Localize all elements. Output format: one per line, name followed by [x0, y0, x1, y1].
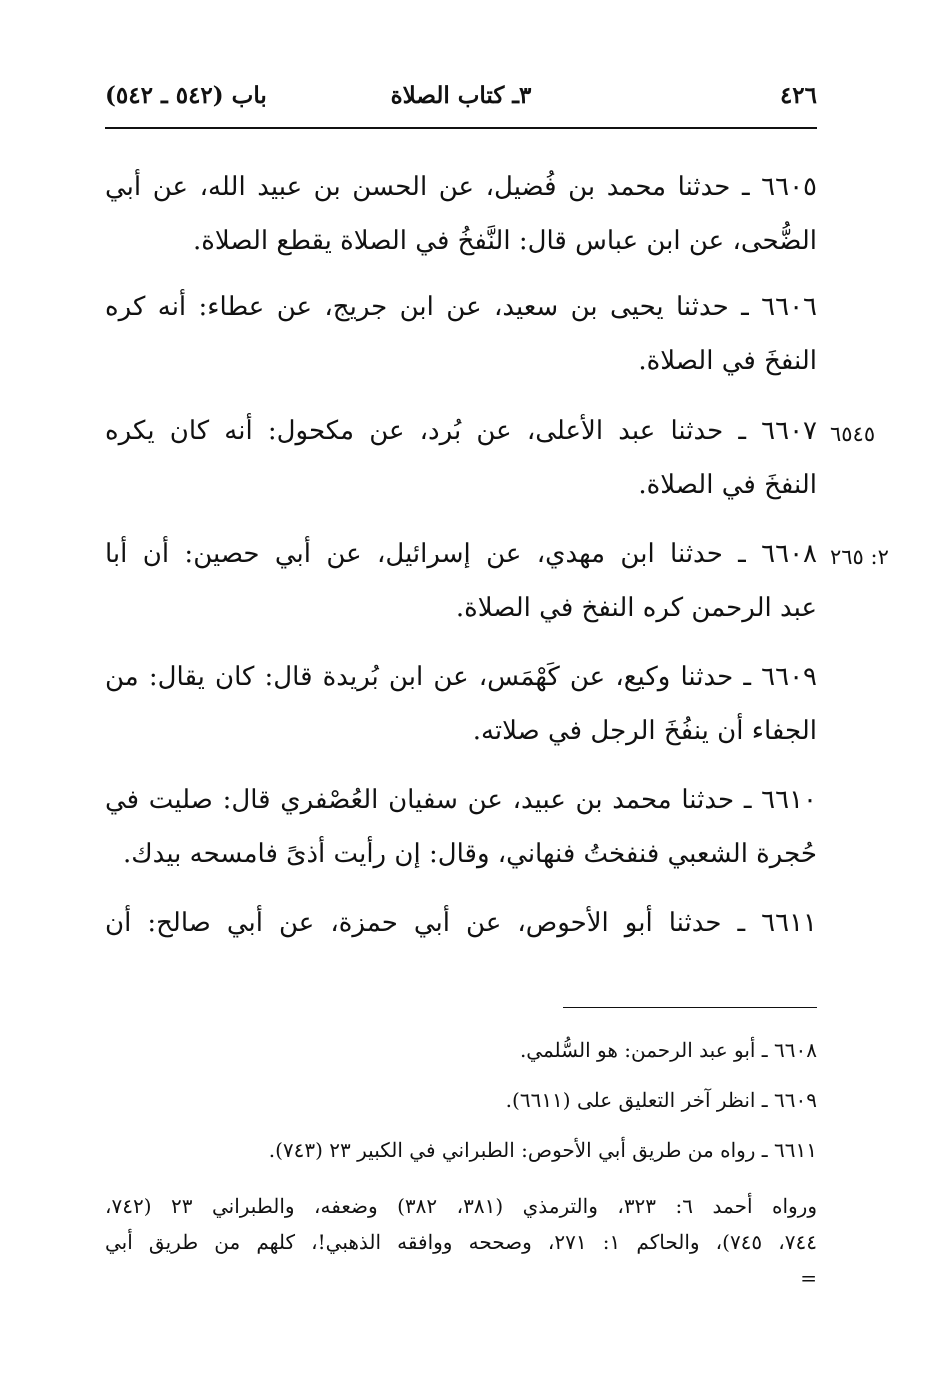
entry-line: ٦٦١٠ ـ حدثنا محمد بن عبيد، عن سفيان العُصْفري قال: صليت في — [105, 785, 817, 815]
footnote-line: ٦٦٠٨ ـ أبو عبد الرحمن: هو السُّلمي. — [519, 1038, 817, 1062]
hadith-entry — [105, 280, 817, 388]
footnote-line: ٧٤٤، ٧٤٥)، والحاكم ١: ٢٧١، وصححه ووافقه الذهبي!، كلهم من طريق أبي — [105, 1230, 817, 1254]
entry-line: ٦٦٠٧ ـ حدثنا عبد الأعلى، عن بُرد، عن مكحول: أنه كان يكره — [105, 416, 817, 446]
footnote-line: ٦٦١١ ـ رواه من طريق أبي الأحوص: الطبراني في الكبير ٢٣ (٧٤٣). — [268, 1138, 817, 1162]
entry-line: النفخَ في الصلاة. — [638, 470, 817, 500]
page-number: ٤٢٦ — [779, 82, 817, 109]
entry-line: ٦٦٠٨ ـ حدثنا ابن مهدي، عن إسرائيل، عن أبي حصين: أن أبا — [105, 539, 817, 569]
header-rule — [105, 127, 817, 129]
entry-line: حُجرة الشعبي فنفختُ فنهاني، وقال: إن رأيت أذىً فامسحه بيدك. — [122, 839, 817, 869]
hadith-entry — [105, 773, 817, 881]
entry-line: الضُّحى، عن ابن عباس قال: النَّفخُ في الصلاة يقطع الصلاة. — [193, 226, 817, 256]
footnote — [105, 1082, 817, 1118]
chapter-title: باب (٥٤٢ ـ ٥٤٢) — [105, 82, 267, 109]
footnote — [105, 1032, 817, 1068]
entry-line: عبد الرحمن كره النفخ في الصلاة. — [455, 593, 817, 623]
entry-line: الجفاء أن ينفُخَ الرجل في صلاته. — [472, 716, 817, 746]
footnote-line: ٦٦٠٩ ـ انظر آخر التعليق على (٦٦١١). — [505, 1088, 817, 1112]
entry-line: ٦٦٠٩ ـ حدثنا وكيع، عن كَهْمَس، عن ابن بُريدة قال: كان يقال: من — [105, 662, 817, 692]
hadith-entry — [105, 650, 817, 758]
hadith-entry — [105, 896, 817, 950]
footnote — [105, 1132, 817, 1168]
hadith-entry — [105, 160, 817, 268]
running-header — [105, 82, 817, 122]
margin-reference: ٦٥٤٥ — [830, 422, 876, 446]
footnote-rule — [563, 1007, 817, 1008]
footnote-line: ورواه أحمد ٦: ٣٢٣، والترمذي (٣٨١، ٣٨٢) وضعفه، والطبراني ٢٣ (٧٤٢، — [105, 1194, 817, 1218]
entry-line: النفخَ في الصلاة. — [638, 346, 817, 376]
hadith-entry — [105, 404, 817, 512]
continuation-mark: = — [800, 1266, 817, 1290]
book-title: ٣ـ كتاب الصلاة — [390, 82, 532, 109]
footnote — [105, 1188, 817, 1296]
entry-line: ٦٦٠٦ ـ حدثنا يحيى بن سعيد، عن ابن جريج، عن عطاء: أنه كره — [105, 292, 817, 322]
entry-line: ٦٦٠٥ ـ حدثنا محمد بن فُضيل، عن الحسن بن عبيد الله، عن أبي — [105, 172, 817, 202]
hadith-entry — [105, 527, 817, 635]
entry-line: ٦٦١١ ـ حدثنا أبو الأحوص، عن أبي حمزة، عن أبي صالح: أن — [105, 908, 817, 938]
margin-reference: ٢: ٢٦٥ — [830, 545, 889, 569]
